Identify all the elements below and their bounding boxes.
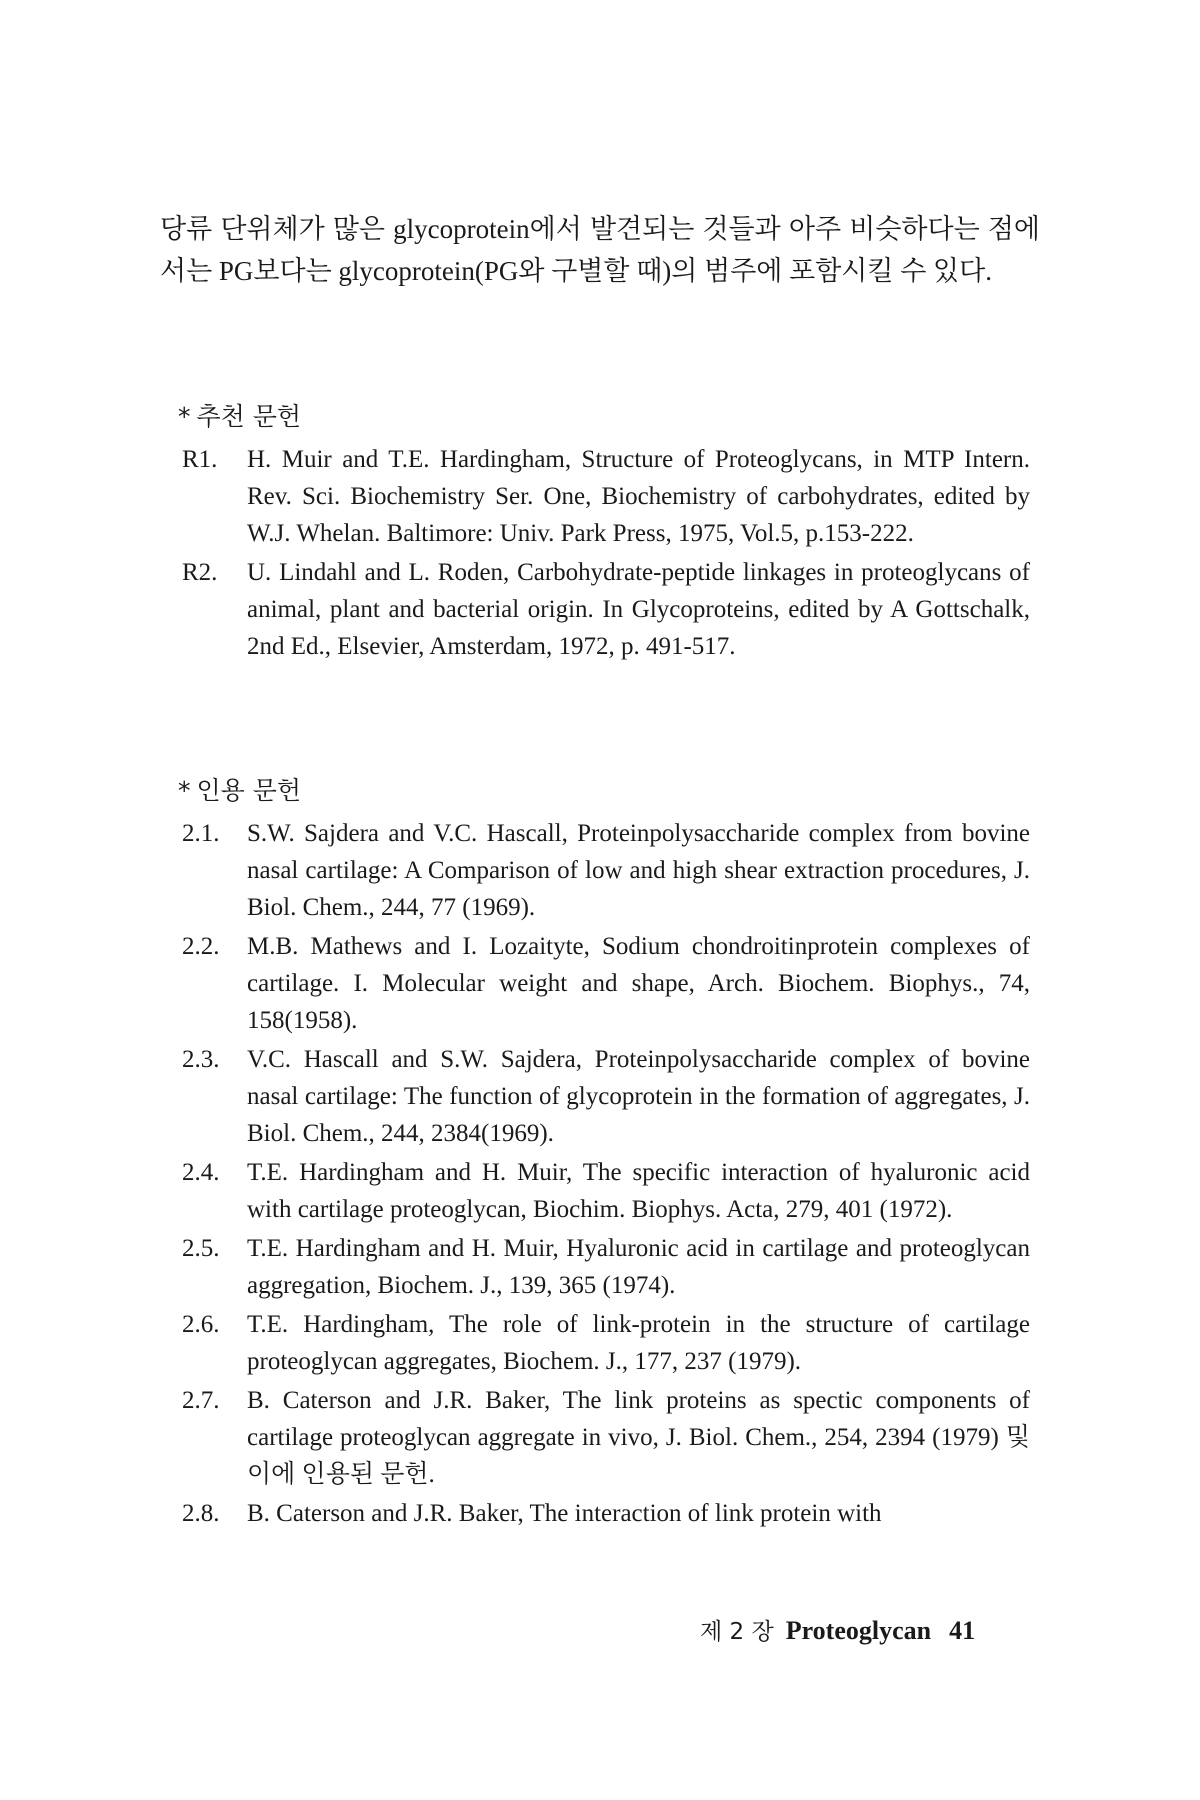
reference-item <box>182 554 1030 665</box>
reference-item <box>182 1041 1030 1152</box>
reference-item <box>182 1495 1030 1532</box>
page-number: 41 <box>949 1616 976 1645</box>
reference-number: 2.7. <box>182 1387 220 1414</box>
reference-number: 2.6. <box>182 1311 220 1338</box>
recommended-heading-text: 추천 문헌 <box>196 402 302 431</box>
reference-number: 2.1. <box>182 820 220 847</box>
reference-item <box>182 441 1030 552</box>
cited-reference-list <box>182 815 1030 1532</box>
reference-item <box>182 1154 1030 1228</box>
reference-text: M.B. Mathews and I. Lozaityte, Sodium chondroitinprotein complexes of cartilage. I. Molecular weight and shape, Arch. Biochem. Biophys., 74, 158(1958). <box>247 933 1030 1034</box>
running-title: Proteoglycan <box>785 1616 932 1645</box>
reference-item <box>182 1306 1030 1380</box>
reference-text: B. Caterson and J.R. Baker, The interaction of link protein with <box>247 1500 882 1527</box>
reference-number: R1. <box>182 446 218 473</box>
reference-number: 2.8. <box>182 1500 220 1527</box>
reference-item <box>182 928 1030 1039</box>
reference-item <box>182 1382 1030 1493</box>
reference-number: 2.4. <box>182 1159 220 1186</box>
cited-heading-text: 인용 문헌 <box>196 776 302 805</box>
recommended-heading <box>178 397 301 433</box>
reference-item <box>182 815 1030 926</box>
reference-text: T.E. Hardingham and H. Muir, Hyaluronic acid in cartilage and proteoglycan aggregation, Biochem. J., 139, 365 (1974). <box>247 1235 1030 1299</box>
intro-paragraph: 당류 단위체가 많은 glycoprotein에서 발견되는 것들과 아주 비슷하다는 점에서는 PG보다는 glycoprotein(PG와 구별할 때)의 범주에 포함시킬 수 있다. <box>160 214 1040 286</box>
reference-item <box>182 1230 1030 1304</box>
reference-text: B. Caterson and J.R. Baker, The link proteins as spectic components of cartilage proteoglycan aggregate in vivo, J. Biol. Chem., 254, 2394 (1979) 및 이에 인용된 문헌. <box>247 1387 1030 1488</box>
recommended-reference-list <box>182 441 1030 665</box>
reference-text: H. Muir and T.E. Hardingham, Structure of Proteoglycans, in MTP Intern. Rev. Sci. Biochemistry Ser. One, Biochemistry of carbohydrates, edited by W.J. Whelan. Baltimore: Univ. Park Press, 1975, Vol.5, p.153-222. <box>247 446 1030 547</box>
reference-text: S.W. Sajdera and V.C. Hascall, Proteinpolysaccharide complex from bovine nasal cartilage: A Comparison of low and high shear extraction procedures, J. Biol. Chem., 244, 77 (1969). <box>247 820 1030 921</box>
reference-number: 2.3. <box>182 1046 220 1073</box>
reference-text: T.E. Hardingham and H. Muir, The specific interaction of hyaluronic acid with cartilage proteoglycan, Biochim. Biophys. Acta, 279, 401 (1972). <box>247 1159 1030 1223</box>
reference-number: R2. <box>182 559 218 586</box>
asterisk-icon: * <box>178 776 191 805</box>
reference-number: 2.2. <box>182 933 220 960</box>
reference-text: V.C. Hascall and S.W. Sajdera, Proteinpolysaccharide complex of bovine nasal cartilage: The function of glycoprotein in the formation of aggregates, J. Biol. Chem., 244, 2384(1969). <box>247 1046 1030 1147</box>
reference-number: 2.5. <box>182 1235 220 1262</box>
asterisk-icon: * <box>178 402 191 431</box>
reference-text: U. Lindahl and L. Roden, Carbohydrate-peptide linkages in proteoglycans of animal, plant and bacterial origin. In Glycoproteins, edited by A Gottschalk, 2nd Ed., Elsevier, Amsterdam, 1972, p. 491-517. <box>247 559 1030 660</box>
page-footer <box>700 1613 975 1646</box>
cited-heading <box>178 771 301 807</box>
chapter-label: 제 2 장 <box>700 1619 774 1645</box>
reference-text: T.E. Hardingham, The role of link-protein in the structure of cartilage proteoglycan aggregates, Biochem. J., 177, 237 (1979). <box>247 1311 1030 1375</box>
